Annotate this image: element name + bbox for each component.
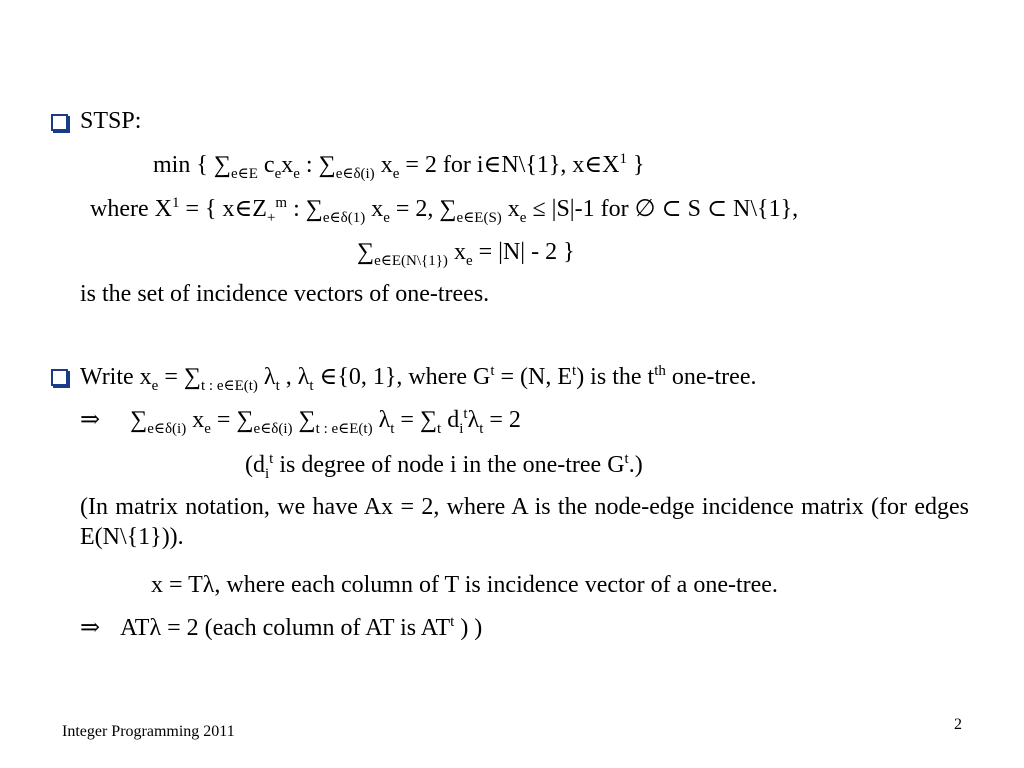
footer-text: Integer Programming 2011 (62, 723, 235, 740)
edge-count-constraint: $\sum_{e\in E(N\backslash\{1\})}$ $x_e = |N| - 2$ } (357, 239, 575, 269)
page-number: 2 (954, 716, 962, 733)
one-tree-description: is the set of incidence vectors of one-trees. (80, 281, 490, 307)
degree-note: ($d_i^t$ is degree of node i in the one-tree $G^t$.) (245, 451, 643, 482)
bullet-checkbox-icon (51, 114, 68, 131)
where-x1-definition: where $X^1$ = { $x\in Z_+^m$ : $\sum_{e\in\delta(1)}$ $x_e = 2$, $\sum_{e\in E(S)}$ $x_e \le |S|-1$ for ∅ ⊂ S ⊂ N\{1}, (90, 195, 799, 226)
bullet-checkbox-icon (51, 369, 68, 386)
implies-arrow-icon: ⇒ (80, 615, 101, 641)
stsp-label: STSP: (80, 108, 142, 134)
at-lambda-line: ⇒ ATλ = 2 (each column of AT is $AT^t$ ) ) (80, 614, 483, 641)
matrix-notation-note: (In matrix notation, we have Ax = 2, where A is the node-edge incidence matrix (for edges E(N\{1})). (80, 494, 969, 550)
x-equals-t-lambda: x = Tλ, where each column of T is incidence vector of a one-tree. (151, 572, 778, 598)
implies-degree-sum: ⇒ $\sum_{e\in\delta(i)}$ $x_e = \sum_{e\in\delta(i)}$ $\sum_{t : e\in E(t)}$ $\lambda_t = \sum_t$ $d_i^t\lambda_t = 2$ (80, 406, 521, 437)
min-formula: min { $\sum_{e\in E}$ $c_ex_e$ : $\sum_{e\in\delta(i)}$ $x_e = 2$ for i∈N\{1}, $x\in X^1$ } (153, 151, 645, 182)
implies-arrow-icon: ⇒ (80, 407, 101, 433)
write-xe-line: Write $x_e = \sum_{t : e\in E(t)}$ $\lambda_t$ , $\lambda_t$ ∈{0, 1}, where $G^t = (N$, $E^t$) is the $t^{th}$ one-tree. (80, 363, 757, 394)
